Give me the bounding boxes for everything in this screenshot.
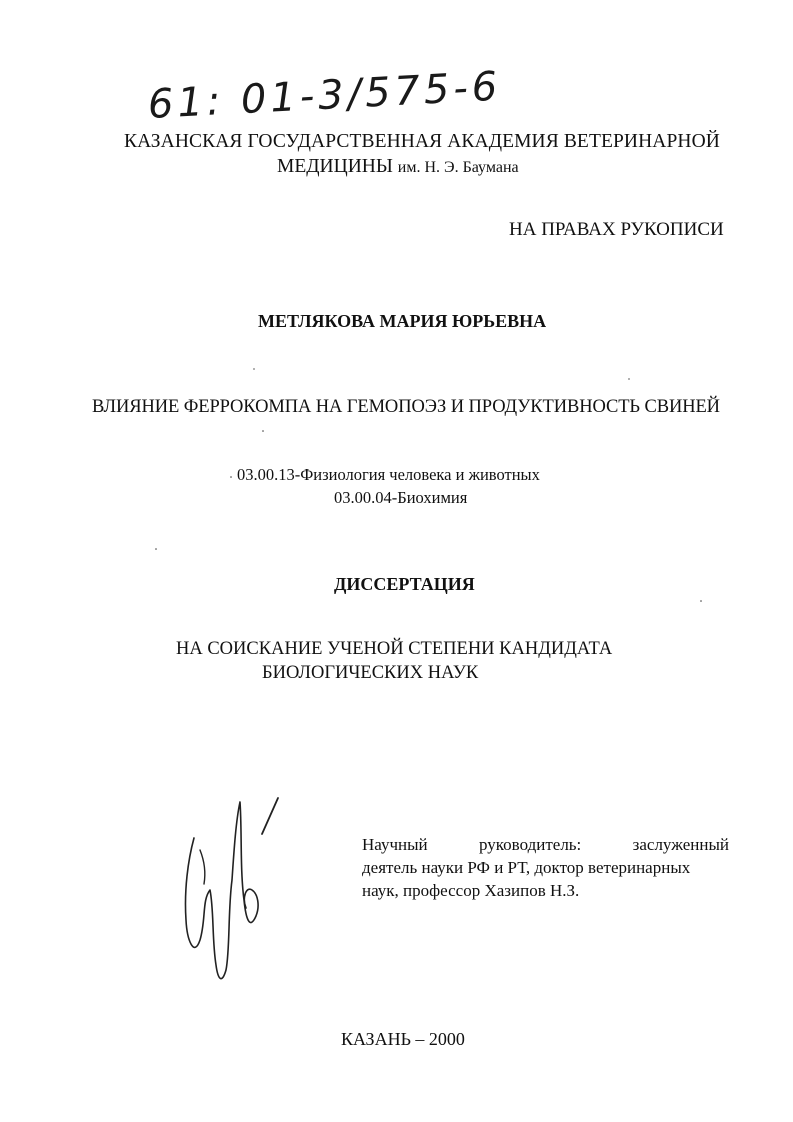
supervisor-line3: наук, профессор Хазипов Н.З.: [362, 881, 580, 900]
scan-speck: [628, 378, 630, 380]
scan-speck: [262, 430, 264, 432]
supervisor-word-1: Научный: [362, 835, 428, 854]
scan-speck: [253, 368, 255, 370]
institution-name-line2-main: МЕДИЦИНЫ: [277, 156, 393, 177]
document-type: ДИССЕРТАЦИЯ: [334, 574, 475, 594]
institution-name-line2: [277, 156, 519, 178]
institution-name-line2-suffix: им. Н. Э. Баумана: [397, 159, 519, 176]
supervisor-line1: [362, 833, 729, 856]
degree-line2: БИОЛОГИЧЕСКИХ НАУК: [262, 663, 479, 683]
degree-line1: НА СОИСКАНИЕ УЧЕНОЙ СТЕПЕНИ КАНДИДАТА: [176, 639, 613, 659]
scan-speck: [700, 600, 702, 602]
scan-speck: [155, 548, 157, 550]
rights-notice: НА ПРАВАХ РУКОПИСИ: [509, 219, 724, 240]
author-name: МЕТЛЯКОВА МАРИЯ ЮРЬЕВНА: [258, 311, 547, 331]
supervisor-word-2: руководитель:: [479, 835, 582, 854]
city-year: КАЗАНЬ – 2000: [341, 1029, 465, 1049]
specialty-code-1: 03.00.13-Физиология человека и животных: [237, 465, 540, 484]
specialty-code-2: 03.00.04-Биохимия: [334, 488, 468, 507]
supervisor-line2: деятель науки РФ и РТ, доктор ветеринарных: [362, 858, 691, 877]
institution-name-line1: КАЗАНСКАЯ ГОСУДАРСТВЕННАЯ АКАДЕМИЯ ВЕТЕРИНАРНОЙ: [124, 131, 720, 152]
handwritten-signature: [170, 790, 290, 990]
handwritten-catalog-number: 61: 01-3/575-6: [146, 63, 503, 128]
supervisor-block: [362, 833, 729, 902]
dissertation-title: ВЛИЯНИЕ ФЕРРОКОМПА НА ГЕМОПОЭЗ И ПРОДУКТИВНОСТЬ СВИНЕЙ: [92, 397, 720, 417]
scan-speck: [230, 476, 232, 478]
supervisor-word-3: заслуженный: [632, 835, 729, 854]
